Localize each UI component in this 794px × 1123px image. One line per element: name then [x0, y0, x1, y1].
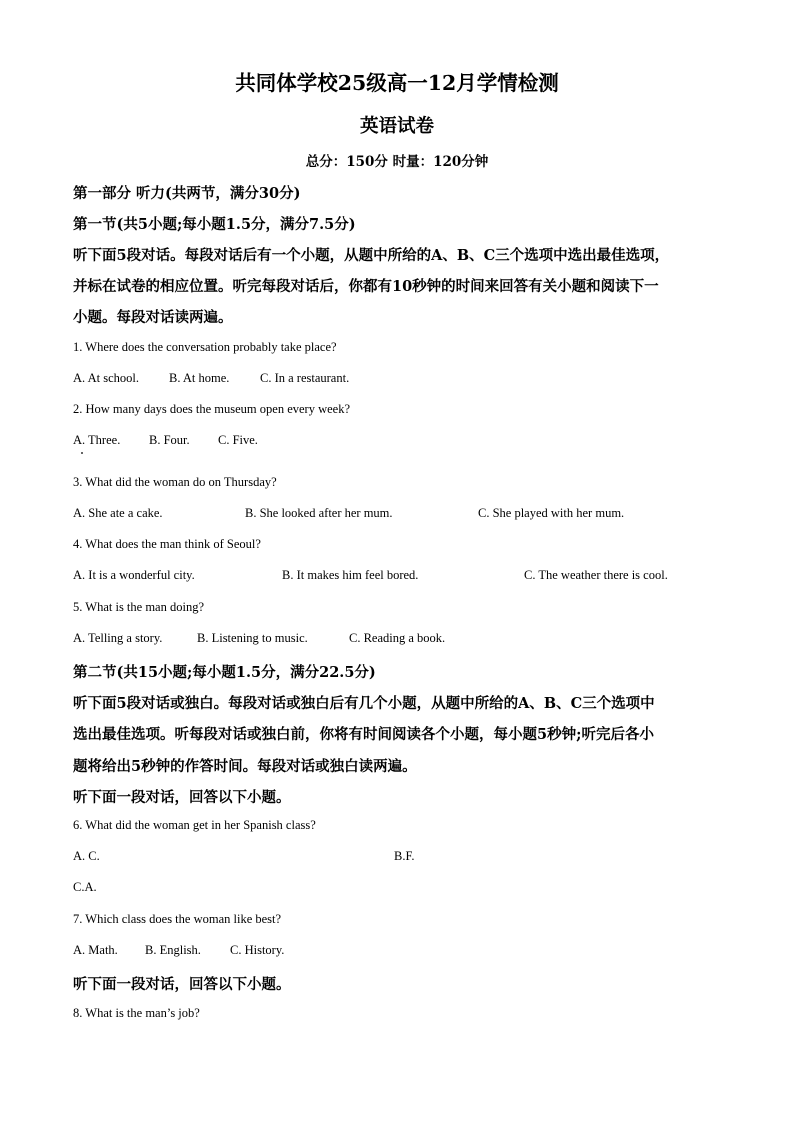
stray-dot: [81, 452, 83, 454]
question-4: 4. What does the man think of Seoul?: [73, 537, 261, 551]
q1-option-a: A. At school.: [73, 371, 139, 385]
listen-prompt: 听下面一段对话，回答以下小题。: [73, 976, 291, 993]
section1-instructions-line: 小题。每段对话读两遍。: [73, 309, 233, 326]
q4-option-a: A. It is a wonderful city.: [73, 568, 195, 582]
question-7: 7. Which class does the woman like best?: [73, 912, 282, 926]
section1-heading: 第一节(共5小题;每小题1.5分，满分7.5分): [73, 216, 356, 233]
q1-option-b: B. At home.: [169, 371, 230, 385]
q7-option-a: A. Math.: [73, 943, 118, 957]
q7-option-c: C. History.: [230, 943, 285, 957]
q5-option-c: C. Reading a book.: [349, 631, 446, 645]
q6-option-b: B.F.: [394, 849, 415, 863]
score-time-line: 总分：150分 时量：120分钟: [305, 154, 489, 170]
question-5: 5. What is the man doing?: [73, 600, 204, 614]
section2-instructions-line: 听下面5段对话或独白。每段对话或独白后有几个小题，从题中所给的A、B、C三个选项中: [73, 695, 655, 712]
q2-option-c: C. Five.: [218, 433, 258, 447]
q1-option-c: C. In a restaurant.: [260, 371, 350, 385]
question-3: 3. What did the woman do on Thursday?: [73, 475, 277, 489]
q5-option-a: A. Telling a story.: [73, 631, 163, 645]
listen-prompt: 听下面一段对话，回答以下小题。: [73, 789, 291, 806]
section2-instructions-line: 题将给出5秒钟的作答时间。每段对话或独白读两遍。: [73, 758, 417, 775]
exam-title: 共同体学校25级高一12月学情检测: [235, 71, 559, 95]
q3-option-a: A. She ate a cake.: [73, 506, 163, 520]
q3-option-c: C. She played with her mum.: [478, 506, 625, 520]
question-8: 8. What is the man’s job?: [73, 1006, 200, 1020]
q6-option-a: A. C.: [73, 849, 100, 863]
part1-heading: 第一部分 听力(共两节，满分30分): [73, 185, 301, 202]
q2-option-b: B. Four.: [149, 433, 190, 447]
q4-option-c: C. The weather there is cool.: [524, 568, 668, 582]
question-2: 2. How many days does the museum open every week?: [73, 402, 351, 416]
exam-subtitle: 英语试卷: [359, 116, 434, 137]
section2-instructions-line: 选出最佳选项。听每段对话或独白前，你将有时间阅读各个小题，每小题5秒钟;听完后各小: [73, 726, 654, 743]
q7-option-b: B. English.: [145, 943, 201, 957]
q4-option-b: B. It makes him feel bored.: [282, 568, 419, 582]
q3-option-b: B. She looked after her mum.: [245, 506, 393, 520]
q5-option-b: B. Listening to music.: [197, 631, 308, 645]
section1-instructions-line: 听下面5段对话。每段对话后有一个小题，从题中所给的A、B、C三个选项中选出最佳选项，: [73, 247, 670, 264]
q2-option-a: A. Three.: [73, 433, 121, 447]
question-1: 1. Where does the conversation probably take place?: [73, 340, 337, 354]
section2-heading: 第二节(共15小题;每小题1.5分，满分22.5分): [73, 664, 376, 681]
q6-option-c: C.A.: [73, 880, 97, 894]
question-6: 6. What did the woman get in her Spanish class?: [73, 818, 316, 832]
section1-instructions-line: 并标在试卷的相应位置。听完每段对话后，你都有10秒钟的时间来回答有关小题和阅读下一: [73, 278, 659, 295]
